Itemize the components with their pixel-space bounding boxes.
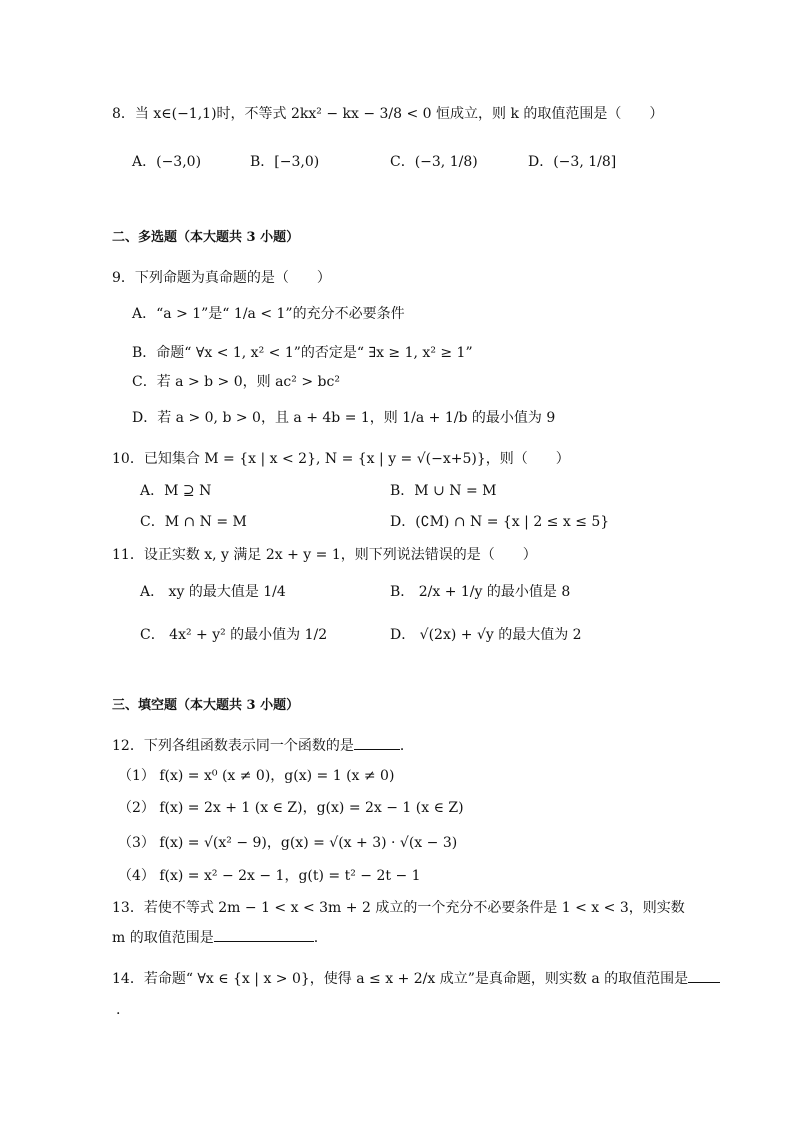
q12-stem-end: ． <box>399 738 414 754</box>
q10-option-b: B．M ∪ N = M <box>390 483 497 499</box>
q9-stem: 9．下列命题为真命题的是（ ） <box>112 270 331 286</box>
q10-stem: 10．已知集合 M = {x | x < 2}, N = {x | y = √(−x+5)}，则（ ） <box>112 451 570 467</box>
q8-option-d: D．(−3, 1/8] <box>528 154 617 170</box>
q14-line-2: . <box>116 1002 121 1018</box>
q12-stem-line <box>112 735 414 756</box>
q13-line-1: 13．若使不等式 2m − 1 < x < 3m + 2 成立的一个充分不必要条件是 1 < x < 3，则实数 <box>112 900 685 916</box>
q12-item-3: （3） f(x) = √(x² − 9)，g(x) = √(x + 3) · √(x − 3) <box>118 835 458 851</box>
q13-answer-blank[interactable] <box>214 927 314 942</box>
q13-text: m 的取值范围是 <box>112 930 214 946</box>
q9-option-b: B．命题“ ∀x < 1, x² < 1”的否定是“ ∃x ≥ 1, x² ≥ 1” <box>132 345 473 361</box>
q10-option-a: A．M ⊇ N <box>140 483 212 499</box>
q14-text: 14．若命题“ ∀x ∈ {x | x > 0}，使得 a ≤ x + 2/x 成立”是真命题，则实数 a 的取值范围是 <box>112 971 689 987</box>
q10-option-c: C．M ∩ N = M <box>140 514 247 530</box>
q8-stem: 8．当 x∈(−1,1)时，不等式 2kx² − kx − 3/8 < 0 恒成立，则 k 的取值范围是（ ） <box>112 106 664 122</box>
q11-option-c: C． 4x² + y² 的最小值为 1/2 <box>140 627 328 643</box>
q9-option-d: D．若 a > 0, b > 0，且 a + 4b = 1，则 1/a + 1/b 的最小值为 9 <box>132 410 556 426</box>
q8-option-a: A．(−3,0) <box>132 154 202 170</box>
q8-option-b: B．[−3,0) <box>250 154 320 170</box>
q12-item-4: （4） f(x) = x² − 2x − 1，g(t) = t² − 2t − 1 <box>118 868 421 884</box>
q14-line-1 <box>112 968 720 989</box>
q11-option-b: B． 2/x + 1/y 的最小值是 8 <box>390 584 571 600</box>
q14-answer-blank[interactable] <box>688 968 720 983</box>
section-multiple-choice-heading: 二、多选题（本大题共 3 小题） <box>112 230 300 245</box>
q9-option-c: C．若 a > b > 0，则 ac² > bc² <box>132 374 340 390</box>
q11-option-a: A． xy 的最大值是 1/4 <box>140 584 286 600</box>
q9-option-a: A．“a > 1”是“ 1/a < 1”的充分不必要条件 <box>132 306 405 322</box>
q8-option-c: C．(−3, 1/8) <box>390 154 478 170</box>
q11-stem: 11．设正实数 x, y 满足 2x + y = 1，则下列说法错误的是（ ） <box>112 547 537 563</box>
q13-line-2 <box>112 927 318 948</box>
q12-stem: 12．下列各组函数表示同一个函数的是 <box>112 738 354 754</box>
q12-item-1: （1） f(x) = x⁰ (x ≠ 0)，g(x) = 1 (x ≠ 0) <box>118 768 395 784</box>
q13-text-end: . <box>313 930 319 946</box>
q10-option-d: D．(∁M) ∩ N = {x | 2 ≤ x ≤ 5} <box>390 514 610 530</box>
section-fill-blank-heading: 三、填空题（本大题共 3 小题） <box>112 698 300 713</box>
q12-answer-blank[interactable] <box>354 735 400 750</box>
q12-item-2: （2） f(x) = 2x + 1 (x ∈ Z)，g(x) = 2x − 1 (x ∈ Z) <box>118 800 464 816</box>
q11-option-d: D． √(2x) + √y 的最大值为 2 <box>390 627 582 643</box>
